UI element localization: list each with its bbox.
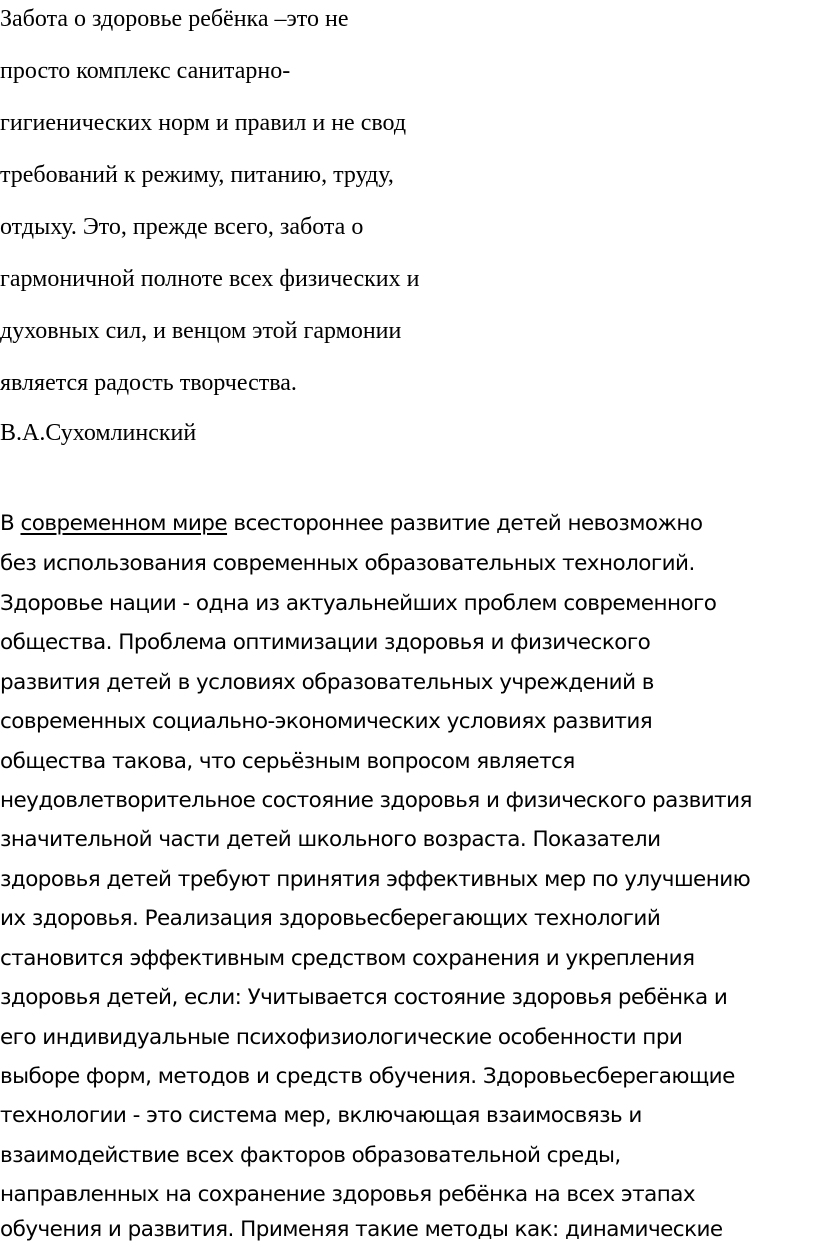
body-line: становится эффективным средством сохранения и укрепления	[0, 946, 695, 971]
body-line: направленных на сохранение здоровья ребёнка на всех этапах	[0, 1182, 696, 1207]
body-line: взаимодействие всех факторов образовательной среды,	[0, 1143, 621, 1168]
body-line: значительной части детей школьного возраста. Показатели	[0, 827, 661, 852]
body-suffix: всестороннее развитие детей невозможно	[227, 511, 703, 536]
body-prefix: В	[0, 511, 21, 536]
epigraph-line: Забота о здоровье ребёнка –это не	[0, 6, 349, 32]
body-line: здоровья детей требуют принятия эффективных мер по улучшению	[0, 867, 751, 892]
body-line: обучения и развития. Применяя такие методы как: динамические	[0, 1217, 723, 1242]
epigraph-author: В.А.Сухомлинский	[0, 420, 197, 446]
modern-world-link[interactable]: современном мире	[20, 511, 228, 536]
body-line: их здоровья. Реализация здоровьесберегающих технологий	[0, 906, 661, 931]
body-line: здоровья детей, если: Учитывается состояние здоровья ребёнка и	[0, 985, 728, 1010]
body-line: Здоровье нации - одна из актуальнейших проблем современного	[0, 591, 717, 616]
body-line	[0, 507, 702, 541]
body-line: его индивидуальные психофизиологические особенности при	[0, 1025, 683, 1050]
epigraph-line: духовных сил, и венцом этой гармонии	[0, 318, 402, 344]
body-line: общества. Проблема оптимизации здоровья и физического	[0, 630, 651, 655]
body-line: современных социально-экономических условиях развития	[0, 709, 653, 734]
body-line: технологии - это система мер, включающая взаимосвязь и	[0, 1103, 642, 1128]
epigraph-line: гармоничной полноте всех физических и	[0, 266, 420, 292]
body-line: неудовлетворительное состояние здоровья и физического развития	[0, 788, 752, 813]
epigraph-line: гигиенических норм и правил и не свод	[0, 110, 407, 136]
body-line: развития детей в условиях образовательных учреждений в	[0, 670, 654, 695]
body-line: общества такова, что серьёзным вопросом является	[0, 749, 575, 774]
epigraph-line: отдыху. Это, прежде всего, забота о	[0, 214, 364, 240]
body-line: выборе форм, методов и средств обучения. Здоровьесберегающие	[0, 1064, 735, 1089]
epigraph-line: является радость творчества.	[0, 370, 297, 396]
epigraph-line: просто комплекс санитарно-	[0, 58, 291, 84]
body-line: без использования современных образовательных технологий.	[0, 551, 695, 576]
epigraph-line: требований к режиму, питанию, труду,	[0, 162, 394, 188]
